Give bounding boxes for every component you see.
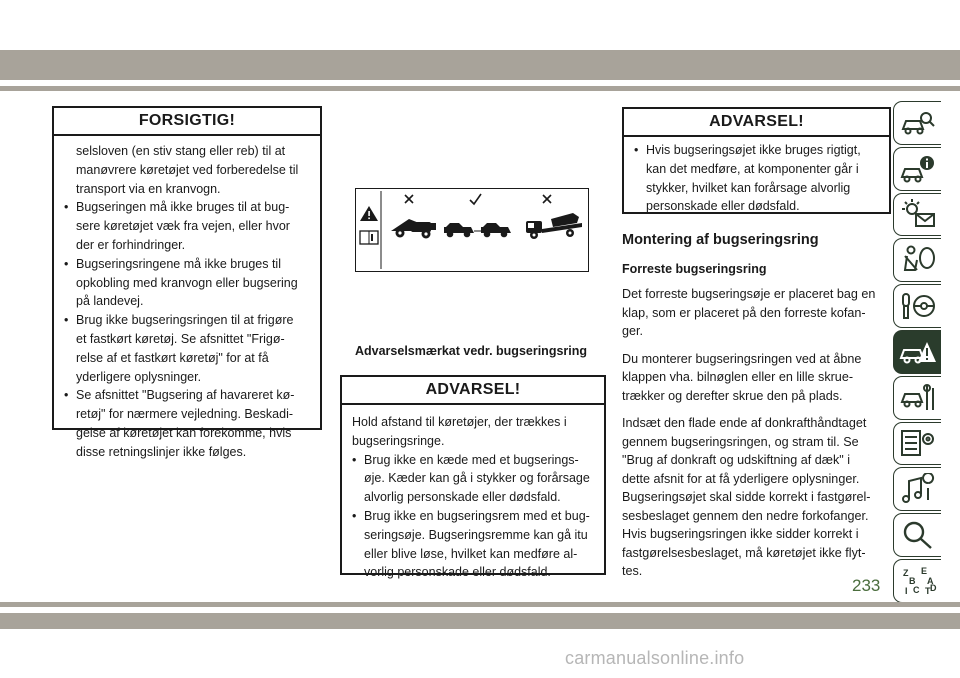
key-steering-icon <box>899 290 937 322</box>
footer-band <box>0 613 960 629</box>
bullet-marker <box>64 292 76 311</box>
text-line: manøvrere køretøjet ved forberedelse til <box>76 162 299 177</box>
warning-title: ADVARSEL! <box>624 109 889 137</box>
bullet-text: disse retningslinjer ikke følges. <box>76 444 247 459</box>
cross-icon <box>543 195 551 203</box>
car-tools-icon <box>899 382 937 414</box>
text-line: Hold afstand til køretøjer, der trækkes i <box>352 415 567 429</box>
bullet-text: Brug ikke en bugseringsrem med et bug- <box>364 508 590 523</box>
bullet-marker <box>64 274 76 293</box>
caution-box <box>52 106 322 459</box>
bullet-marker: • <box>64 200 69 215</box>
text-line: trækker og derefter skrue den på plads. <box>622 388 843 403</box>
bullet-continuation <box>64 330 310 349</box>
section-text <box>622 232 888 590</box>
section-heading: Montering af bugseringsring <box>622 232 819 248</box>
bullet-marker <box>634 179 646 198</box>
index-letter: I <box>904 585 908 596</box>
warning-label-image <box>355 188 589 272</box>
text-line: selsloven (en stiv stang eller reb) til at <box>76 144 286 158</box>
text-line: Indsæt den flade ende af donkrafthåndtaget <box>622 416 867 430</box>
bullet-continuation <box>64 274 310 293</box>
bullet-marker: • <box>634 143 639 157</box>
car-search-icon <box>899 107 937 139</box>
bullet-text: Brug ikke en kæde med et bugserings- <box>364 452 579 467</box>
bullet-continuation <box>352 469 594 488</box>
index-letter: D <box>929 582 936 593</box>
bullet-continuation <box>64 292 310 311</box>
text-line: sesbeslaget gennem den nedre forkofanger. <box>622 508 869 523</box>
text-line: dette afsnit for at få yderligere oplysninger. <box>622 471 860 486</box>
bullet-text: Se afsnittet "Bugsering af havareret kø- <box>76 388 295 403</box>
bullet-line <box>634 141 879 160</box>
bullet-text: seringsøje. Bugseringsremme kan gå itu <box>364 527 588 542</box>
bullet-line <box>352 451 594 470</box>
bullet-marker: • <box>64 388 69 403</box>
bullet-text: stykker, hvilket kan forårsage alvorlig <box>646 180 851 195</box>
bullet-text: personskade eller dødsfald. <box>646 199 800 214</box>
text-line: Hvis bugseringsringen ikke sidder korrekt i <box>622 527 859 541</box>
paragraph <box>622 285 888 341</box>
bullet-text: sere køretøjet væk fra vejen, eller hvor <box>76 219 290 234</box>
watermark: carmanualsonline.info <box>565 648 745 668</box>
bullet-marker: • <box>352 508 357 523</box>
warning-title: ADVARSEL! <box>342 377 604 405</box>
tab-seatbelt-airbag[interactable] <box>893 238 941 282</box>
text-line: klap, som er placeret på den forreste kofan- <box>622 305 866 320</box>
bullet-marker <box>64 405 76 424</box>
bullet-marker <box>64 424 76 443</box>
manual-book-icon <box>360 231 378 244</box>
index-letter: C <box>912 584 919 595</box>
warning-body <box>342 405 604 590</box>
page-number: 233 <box>852 576 881 595</box>
text-line: bugseringsringe. <box>352 433 445 448</box>
magnifier-icon <box>899 519 937 551</box>
bullet-marker: • <box>64 256 69 271</box>
warning-box-right <box>622 107 891 214</box>
text-line: transport via en kranvogn. <box>76 181 221 196</box>
music-navigation-icon <box>899 473 937 505</box>
two-cars-icon <box>444 223 511 237</box>
bullet-continuation <box>352 488 594 507</box>
text-line: tes. <box>622 564 643 578</box>
bullet-text: et fastkørt køretøj. Se afsnittet "Frigø- <box>76 331 285 346</box>
bullet-text: eller blive løse, hvilket kan medføre al- <box>364 546 578 561</box>
bullet-continuation <box>352 563 594 582</box>
bullet-continuation <box>352 545 594 564</box>
text-line: Bugseringsøjet skal sidde korrekt i fastgørel- <box>622 490 871 504</box>
tab-car-tools[interactable] <box>893 376 941 420</box>
bullet-continuation <box>64 443 310 462</box>
bullet-marker <box>64 443 76 462</box>
bullet-line <box>64 386 310 405</box>
bullet-marker <box>64 330 76 349</box>
chapter-tabs <box>893 101 943 605</box>
bullet-text: på landevej. <box>76 294 144 309</box>
bullet-marker <box>64 368 76 387</box>
bullet-line <box>64 311 310 330</box>
tab-key-steering[interactable] <box>893 284 941 328</box>
bullet-continuation <box>64 405 310 424</box>
bullet-line <box>64 198 310 217</box>
tab-settings-list[interactable] <box>893 422 941 466</box>
paragraph <box>622 414 888 581</box>
tab-car-info[interactable] <box>893 147 941 191</box>
bullet-text: der er forhindringer. <box>76 237 186 252</box>
bullet-line <box>352 507 594 526</box>
text-line: "Brug af donkraft og udskiftning af dæk" i <box>622 453 851 467</box>
bullet-text: Bugseringen må ikke bruges til at bug- <box>76 200 290 215</box>
bullet-line <box>64 255 310 274</box>
index-letters-icon <box>899 565 937 597</box>
header-rule <box>0 86 960 91</box>
tow-truck-icon <box>391 219 436 239</box>
warning-box-middle <box>340 375 606 580</box>
text-line: gennem bugseringsringen, og stram til. Se <box>622 434 859 449</box>
bullet-marker <box>352 545 364 564</box>
cross-icon <box>405 195 413 203</box>
section-paragraphs <box>622 285 888 581</box>
paragraph <box>622 350 888 406</box>
tab-car-warning[interactable] <box>893 330 941 374</box>
bullet-text: opkobling med kranvogn eller bugsering <box>76 275 298 290</box>
image-caption: Advarselsmærkat vedr. bugseringsring <box>354 344 588 358</box>
bullet-continuation <box>634 197 879 216</box>
bullet-text: yderligere oplysninger. <box>76 369 202 384</box>
check-icon <box>470 194 481 204</box>
bullet-text: alvorlig personskade eller dødsfald. <box>364 490 561 505</box>
warning-body <box>624 137 889 224</box>
bullet-text: Bugseringsringene må ikke bruges til <box>76 256 281 271</box>
tab-magnifier[interactable] <box>893 513 941 557</box>
light-message-icon <box>899 198 937 230</box>
bullet-marker <box>352 526 364 545</box>
bullet-text: vorlig personskade eller dødsfald. <box>364 565 551 580</box>
section-subheading: Forreste bugseringsring <box>622 262 767 276</box>
bullet-text: relse af et fastkørt køretøj" for at få <box>76 350 269 365</box>
bullet-continuation <box>634 160 879 179</box>
bullet-continuation <box>64 349 310 368</box>
text-line: Det forreste bugseringsøje er placeret bag en <box>622 287 876 301</box>
bullet-continuation <box>352 526 594 545</box>
bullet-marker <box>352 469 364 488</box>
bullet-continuation <box>64 217 310 236</box>
bullet-marker <box>634 160 646 179</box>
bullet-marker <box>352 563 364 582</box>
caution-body <box>54 136 320 470</box>
bullet-text: retøj" for nærmere vejledning. Beskadi- <box>76 407 294 422</box>
settings-list-icon <box>899 427 937 459</box>
bullet-text: øje. Kæder kan gå i stykker og forårsage <box>364 471 590 486</box>
text-line: klappen vha. bilnøglen eller en lille skrue- <box>622 370 854 384</box>
car-warning-icon <box>899 336 937 368</box>
index-letter: E <box>920 565 927 576</box>
caution-title: FORSIGTIG! <box>54 108 320 136</box>
seatbelt-airbag-icon <box>899 244 937 276</box>
header-band <box>0 50 960 80</box>
bullet-continuation <box>64 368 310 387</box>
bullet-text: Hvis bugseringsøjet ikke bruges rigtigt, <box>646 143 861 157</box>
bullet-continuation <box>634 179 879 198</box>
bullet-marker: • <box>64 313 69 328</box>
text-line: fastgørelsesbeslaget, må køretøjet ikke flyt- <box>622 545 866 560</box>
car-info-icon <box>899 153 937 185</box>
bullet-text: Brug ikke bugseringsringen til at frigøre <box>76 313 294 328</box>
bullet-continuation <box>64 236 310 255</box>
index-letter: T <box>924 585 930 596</box>
bullet-text: gelse af køretøjet kan forekomme, hvis <box>76 425 292 440</box>
bullet-marker <box>64 217 76 236</box>
bullet-marker <box>352 488 364 507</box>
text-line: ger. <box>622 324 644 338</box>
bullet-marker <box>64 349 76 368</box>
bullet-continuation <box>64 424 310 443</box>
bullet-text: kan det medføre, at komponenter går i <box>646 161 859 176</box>
bullet-marker <box>634 197 646 216</box>
tab-light-message[interactable] <box>893 193 941 237</box>
text-line: Du monterer bugseringsringen ved at åbne <box>622 351 862 366</box>
index-letter: B <box>908 575 915 586</box>
bullet-marker: • <box>352 452 357 467</box>
flatbed-truck-icon <box>526 213 582 239</box>
tab-index[interactable] <box>893 559 941 603</box>
index-letter: A <box>926 575 933 586</box>
bullet-marker <box>64 236 76 255</box>
index-letter: Z <box>902 567 908 578</box>
tab-car-search[interactable] <box>893 101 941 145</box>
footer-rule <box>0 602 960 607</box>
tab-music-navigation[interactable] <box>893 467 941 511</box>
